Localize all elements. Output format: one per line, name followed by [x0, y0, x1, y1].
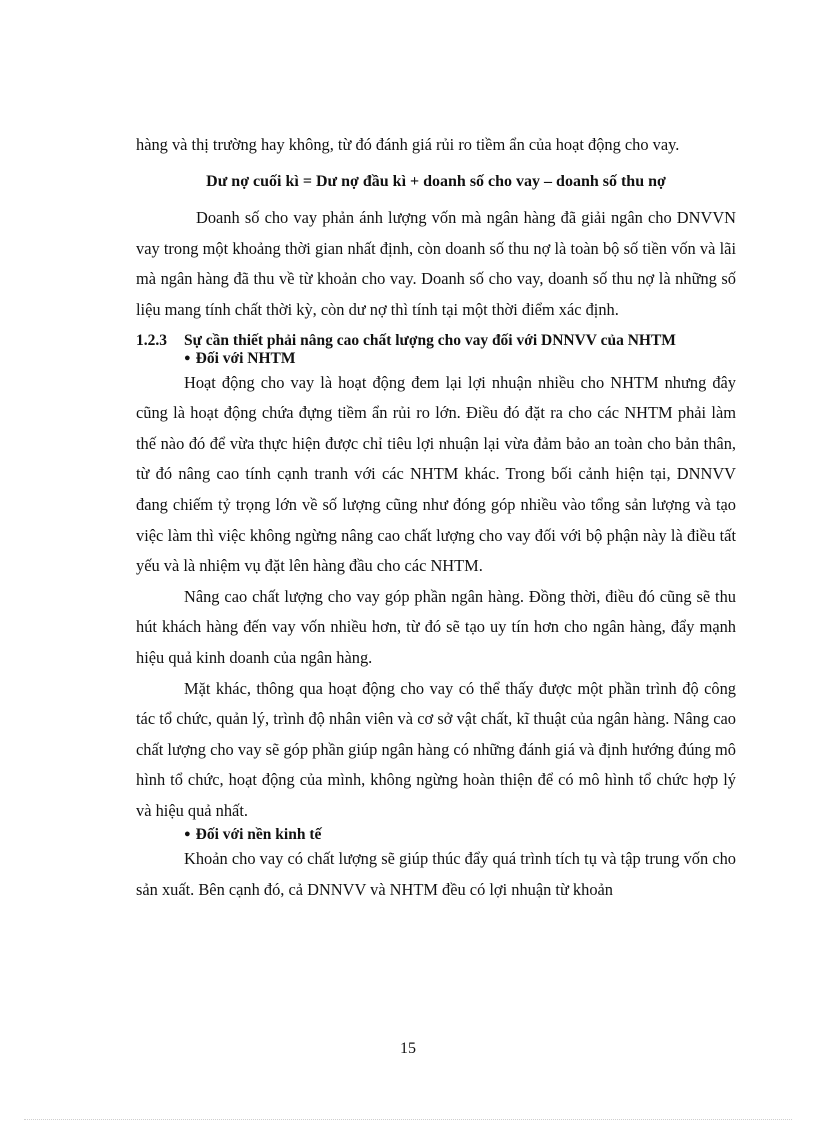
- bullet-icon: ●: [184, 828, 191, 841]
- bullet-icon: ●: [184, 351, 191, 364]
- paragraph-continuation: hàng và thị trường hay không, từ đó đánh giá rủi ro tiềm ẩn của hoạt động cho vay.: [136, 135, 680, 154]
- page-number: 15: [400, 1040, 416, 1057]
- paragraph-nhtm-1: Hoạt động cho vay là hoạt động đem lại lợi nhuận nhiều cho NHTM nhưng đây cũng là hoạt động chứa đựng tiềm ẩn rủi ro lớn. Điều đó đặt ra cho các NHTM phải làm thế nào đó để vừa thực hiện được chỉ tiêu lợi nhuận lại vừa đảm bảo an toàn cho bản thân, từ đó nâng cao tính cạnh tranh với các NHTM khác. Trong bối cảnh hiện tại, DNNVV đang chiếm tỷ trọng lớn về số lượng cũng như đóng góp nhiều vào tổng sản lượng và tạo việc làm thì việc không ngừng nâng cao chất lượng cho vay đối với bộ phận này là điều tất yếu và là nhiệm vụ đặt lên hàng đầu cho các NHTM.: [136, 372, 736, 576]
- page-bottom-divider: [24, 1119, 792, 1120]
- page-content: [136, 130, 736, 906]
- paragraph-doanh-so: Doanh số cho vay phản ánh lượng vốn mà ngân hàng đã giải ngân cho DNVVN vay trong một khoảng thời gian nhất định, còn doanh số thu nợ là toàn bộ số tiền vốn và lãi mà ngân hàng đã thu về từ khoản cho vay. Doanh số cho vay, doanh số thu nợ là những số liệu mang tính chất thời kỳ, còn dư nợ thì tính tại một thời điểm xác định.: [136, 208, 736, 319]
- paragraph-economy-1: Khoản cho vay có chất lượng sẽ giúp thúc đẩy quá trình tích tụ và tập trung vốn cho sản xuất. Bên cạnh đó, cả DNNVV và NHTM đều có lợi nhuận từ khoản: [136, 849, 736, 900]
- section-title: Sự cần thiết phải nâng cao chất lượng cho vay đối với DNNVV của NHTM: [184, 331, 676, 349]
- paragraph-nhtm-3: Mặt khác, thông qua hoạt động cho vay có thể thấy được một phần trình độ công tác tổ chức, quản lý, trình độ nhân viên và cơ sở vật chất, kĩ thuật của ngân hàng. Nâng cao chất lượng cho vay sẽ góp phần giúp ngân hàng có những đánh giá và định hướng đúng mô hình tổ chức, hoạt động của mình, không ngừng hoàn thiện để có mô hình tổ chức hợp lý và hiệu quả nhất.: [136, 678, 736, 820]
- paragraph-nhtm-2: Nâng cao chất lượng cho vay góp phần ngân hàng. Đồng thời, điều đó cũng sẽ thu hút khách hàng đến vay vốn nhiều hơn, từ đó sẽ tạo uy tín hơn cho ngân hàng, đẩy mạnh hiệu quả kinh doanh của ngân hàng.: [136, 586, 736, 667]
- section-heading: [136, 332, 736, 350]
- bullet-heading-economy: [136, 826, 736, 844]
- bullet-label: Đối với nền kinh tế: [195, 826, 322, 844]
- bullet-heading-nhtm: [136, 350, 736, 368]
- section-number: 1.2.3: [136, 331, 167, 349]
- formula-line: Dư nợ cuối kì = Dư nợ đầu kì + doanh số cho vay – doanh số thu nợ: [206, 172, 666, 190]
- bullet-label: Đối với NHTM: [195, 349, 296, 367]
